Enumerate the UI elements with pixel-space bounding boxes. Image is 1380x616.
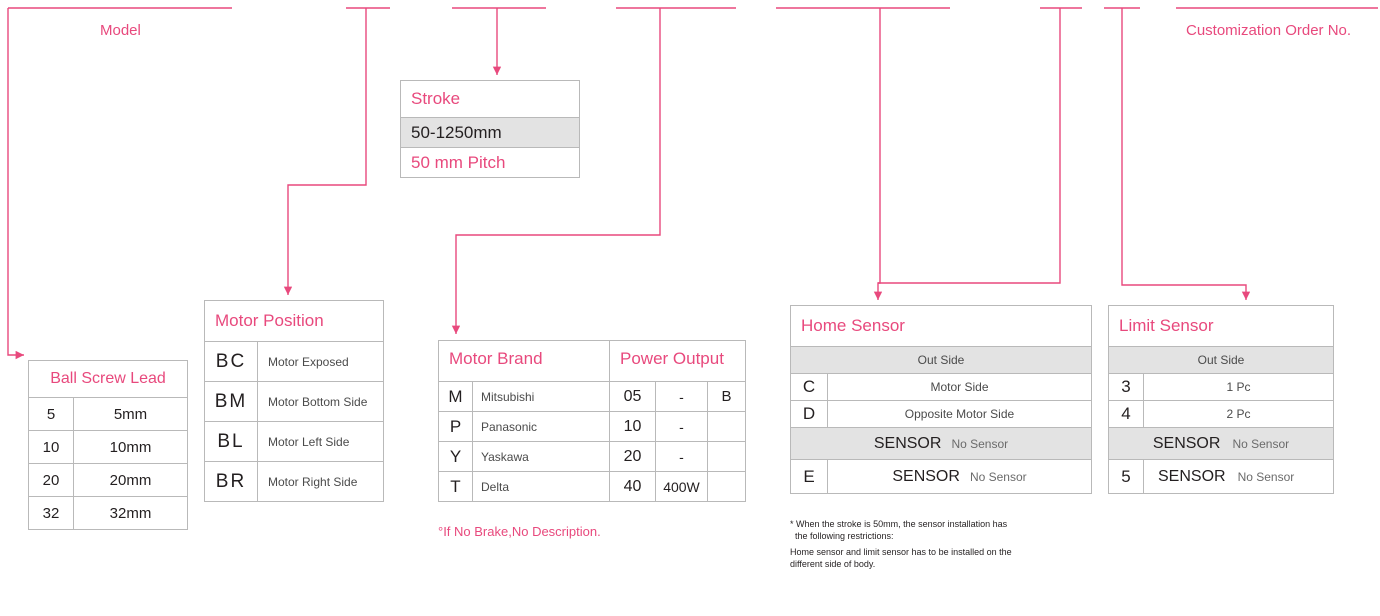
brand-name: Panasonic [472,412,609,441]
home-sensor-sub: No Sensor [969,469,1027,484]
table-row [205,381,383,421]
motor-position-desc: Motor Exposed [257,342,383,381]
motor-position-title: Motor Position [215,311,324,330]
callout-customization-order: Customization Order No. [1186,22,1352,39]
brand-code: Y [449,446,462,466]
limit-sensor-last-cell [1143,460,1333,493]
home-sensor-group-header [791,346,1091,373]
home-sensor-nosensor-row [791,427,1091,459]
brake-code [707,472,745,501]
lead-code: 32 [42,504,60,522]
table-row [205,461,383,501]
home-sensor-sub: No Sensor [951,436,1009,451]
brake-code [707,412,745,441]
table-row [29,463,187,496]
lead-code: 10 [42,438,60,456]
table-row [439,471,745,501]
brand-name: Yaskawa [472,442,609,471]
table-row [401,147,579,177]
limit-sensor-label: SENSOR [1152,434,1221,452]
lead-desc: 5mm [73,398,187,430]
limit-sensor-code: 3 [1121,377,1131,396]
table-row [205,341,383,381]
motor-position-desc: Motor Right Side [257,462,383,501]
limit-sensor-group-label: Out Side [1197,353,1245,367]
home-sensor-code: C [802,377,816,396]
motor-position-desc: Motor Bottom Side [257,382,383,421]
motor-position-table [204,300,384,502]
table-row [439,381,745,411]
brand-code: P [449,416,462,436]
home-sensor-label: SENSOR [873,434,942,452]
power-value: - [655,382,707,411]
stroke-table [400,80,580,178]
power-code: 05 [609,382,655,411]
footnote-line-4: different side of body. [790,559,876,570]
table-row [29,496,187,529]
table-row [1109,459,1333,493]
lead-code: 20 [42,471,60,489]
motor-position-code: BC [215,350,247,372]
limit-sensor-label: SENSOR [1158,467,1226,485]
limit-sensor-code: 5 [1121,466,1131,486]
motor-position-desc: Motor Left Side [257,422,383,461]
lead-desc: 32mm [73,497,187,529]
callout-model: Model [100,22,141,39]
home-sensor-desc: Motor Side [827,374,1091,400]
limit-sensor-desc: 2 Pc [1143,401,1333,427]
table-row [29,397,187,430]
motor-position-code: BM [214,390,248,412]
limit-sensor-sub: No Sensor [1232,436,1290,451]
motor-position-code: BR [215,470,247,492]
lead-code: 5 [46,405,56,423]
power-code: 10 [609,412,655,441]
lead-desc: 20mm [73,464,187,496]
table-row [439,411,745,441]
power-code: 20 [609,442,655,471]
asterisk-icon: * [790,519,794,529]
footnote-line-2: the following restrictions: [795,531,894,542]
table-row [791,459,1091,493]
home-sensor-group-label: Out Side [917,353,965,367]
footnote-line-3: Home sensor and limit sensor has to be installed on the [790,547,1012,558]
brand-name: Mitsubishi [472,382,609,411]
motor-position-code: BL [217,430,245,452]
home-sensor-last-cell [827,460,1091,493]
limit-sensor-desc: 1 Pc [1143,374,1333,400]
table-row [439,441,745,471]
motor-brand-header [439,341,745,381]
ball-screw-lead-title: Ball Screw Lead [50,370,166,387]
limit-sensor-sub: No Sensor [1237,469,1295,484]
table-row [205,421,383,461]
motor-brand-note: °If No Brake,No Description. [438,524,601,539]
limit-sensor-group-header [1109,346,1333,373]
table-row [791,400,1091,427]
motor-brand-table [438,340,746,502]
table-row [1109,400,1333,427]
power-value: - [655,412,707,441]
stroke-title: Stroke [411,89,461,108]
stroke-pitch: 50 mm Pitch [411,152,506,172]
stroke-range: 50-1250mm [411,122,502,142]
table-row [29,430,187,463]
brand-code: T [450,476,461,496]
ball-screw-lead-table [28,360,188,530]
brake-code [707,442,745,471]
limit-sensor-code: 4 [1121,404,1131,423]
power-value: 400W [655,472,707,501]
limit-sensor-title: Limit Sensor [1119,316,1214,335]
brand-code: M [448,386,463,406]
limit-sensor-nosensor-row [1109,427,1333,459]
home-sensor-footnote [790,518,1070,575]
power-value: - [655,442,707,471]
home-sensor-label: SENSOR [892,467,960,485]
home-sensor-desc: Opposite Motor Side [827,401,1091,427]
table-row [791,373,1091,400]
lead-desc: 10mm [73,431,187,463]
brand-name: Delta [472,472,609,501]
home-sensor-code: E [803,466,815,486]
limit-sensor-table [1108,305,1334,494]
power-code: 40 [609,472,655,501]
home-sensor-title: Home Sensor [801,316,905,335]
power-output-title: Power Output [609,341,745,381]
table-row [401,117,579,147]
footnote-line-1: When the stroke is 50mm, the sensor installation has [796,519,1008,529]
home-sensor-table [790,305,1092,494]
home-sensor-code: D [802,404,816,423]
motor-brand-title: Motor Brand [449,349,543,368]
brake-code: B [707,382,745,411]
table-row [1109,373,1333,400]
